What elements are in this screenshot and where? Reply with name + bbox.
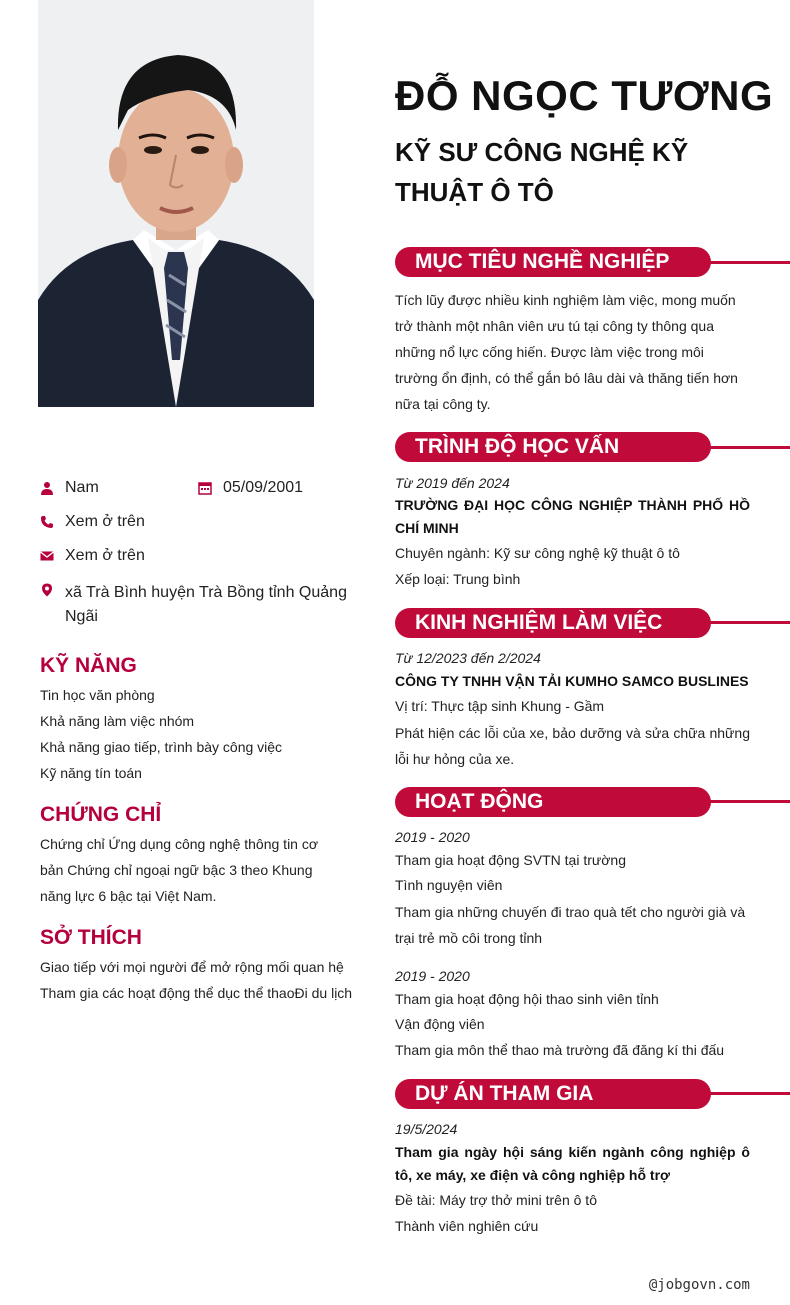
education-rank: Xếp loại: Trung bình — [395, 571, 521, 587]
education-divider — [700, 446, 790, 449]
skills-list — [40, 682, 360, 786]
activity-org: Tham gia hoạt động SVTN tại trường — [395, 852, 626, 868]
experience-position: Vị trí: Thực tập sinh Khung - Gầm — [395, 698, 605, 714]
email-value: Xem ở trên — [65, 547, 145, 564]
list-item: Kỹ năng tín toán — [40, 765, 142, 781]
phone-value: Xem ở trên — [65, 513, 145, 530]
experience-divider — [700, 621, 790, 624]
candidate-title: KỸ SƯ CÔNG NGHỆ KỸ THUẬT Ô TÔ — [395, 137, 689, 207]
address-value: xã Trà Bình huyện Trà Bồng tỉnh Quảng Ngãi — [65, 584, 347, 625]
activity-role: Tình nguyện viên — [395, 877, 503, 893]
phone-row — [40, 513, 145, 531]
footer-watermark: @jobgovn.com — [648, 1277, 750, 1293]
hobbies-text: Giao tiếp với mọi người để mở rộng mối quan hệ Tham gia các hoạt động thể dục thể thaoĐi du lịch — [40, 959, 353, 1001]
certificates-text: Chứng chỉ Ứng dụng công nghệ thông tin cơ bản Chứng chỉ ngoại ngữ bậc 3 theo Khung năng lực 6 bậc tại Việt Nam. — [40, 836, 319, 904]
project-name: Tham gia ngày hội sáng kiến ngành công nghiệp ô tô, xe máy, xe điện và công nghiệp hỗ trợ — [395, 1144, 750, 1183]
objective-heading: MỤC TIÊU NGHỀ NGHIỆP — [395, 247, 711, 277]
list-item: Tin học văn phòng — [40, 687, 155, 703]
mail-icon — [40, 549, 54, 563]
candidate-name: ĐỖ NGỌC TƯƠNG — [395, 72, 774, 119]
hobbies-heading: SỞ THÍCH — [40, 926, 142, 949]
activity-role: Vận động viên — [395, 1016, 485, 1032]
birthdate-row — [198, 479, 303, 497]
list-item: Khả năng giao tiếp, trình bày công việc — [40, 739, 283, 755]
activity-description: Tham gia môn thể thao mà trường đã đăng kí thi đấu — [395, 1042, 725, 1058]
projects-heading: DỰ ÁN THAM GIA — [395, 1079, 711, 1109]
phone-icon — [40, 515, 54, 529]
email-row — [40, 547, 145, 565]
project-role: Thành viên nghiên cứu — [395, 1218, 539, 1234]
experience-period: Từ 12/2023 đến 2/2024 — [395, 650, 541, 666]
projects-divider — [700, 1092, 790, 1095]
experience-heading: KINH NGHIỆM LÀM VIỆC — [395, 608, 711, 638]
location-icon — [40, 583, 54, 597]
project-date: 19/5/2024 — [395, 1121, 458, 1137]
birthdate-value: 05/09/2001 — [223, 479, 304, 496]
education-major: Chuyên ngành: Kỹ sư công nghệ kỹ thuật ô tô — [395, 545, 680, 561]
activity-period: 2019 - 2020 — [395, 968, 470, 984]
education-period: Từ 2019 đến 2024 — [395, 475, 510, 491]
education-heading: TRÌNH ĐỘ HỌC VẤN — [395, 432, 711, 462]
list-item: Khả năng làm việc nhóm — [40, 713, 195, 729]
gender-value: Nam — [65, 479, 99, 496]
profile-photo — [38, 0, 314, 407]
activity-description: Tham gia những chuyến đi trao quà tết cho người già và trại trẻ mồ côi trong tỉnh — [395, 904, 746, 946]
activity-period: 2019 - 2020 — [395, 829, 470, 845]
calendar-icon — [198, 481, 212, 495]
gender-row — [40, 479, 99, 497]
activities-heading: HOẠT ĐỘNG — [395, 787, 711, 817]
experience-company: CÔNG TY TNHH VẬN TẢI KUMHO SAMCO BUSLINES — [395, 673, 749, 689]
project-topic: Đề tài: Máy trợ thở mini trên ô tô — [395, 1192, 597, 1208]
activity-org: Tham gia hoạt động hội thao sinh viên tỉnh — [395, 991, 659, 1007]
objective-text: Tích lũy được nhiều kinh nghiệm làm việc, mong muốn trở thành một nhân viên ưu tú tại công ty thông qua những nổ lực cống hiến. Được làm việc trong môi trường ổn định, có thể gắn bó lâu dài và thăng tiến hơn nữa tại công ty. — [395, 292, 738, 412]
person-icon — [40, 481, 54, 495]
address-row — [40, 581, 360, 629]
certificates-heading: CHỨNG CHỈ — [40, 803, 162, 826]
experience-description: Phát hiện các lỗi của xe, bảo dưỡng và sửa chữa những lỗi hư hỏng của xe. — [395, 725, 750, 767]
activities-divider — [700, 800, 790, 803]
objective-divider — [700, 261, 790, 264]
skills-heading: KỸ NĂNG — [40, 654, 137, 677]
education-school: TRƯỜNG ĐẠI HỌC CÔNG NGHIỆP THÀNH PHỐ HỒ CHÍ MINH — [395, 497, 750, 536]
